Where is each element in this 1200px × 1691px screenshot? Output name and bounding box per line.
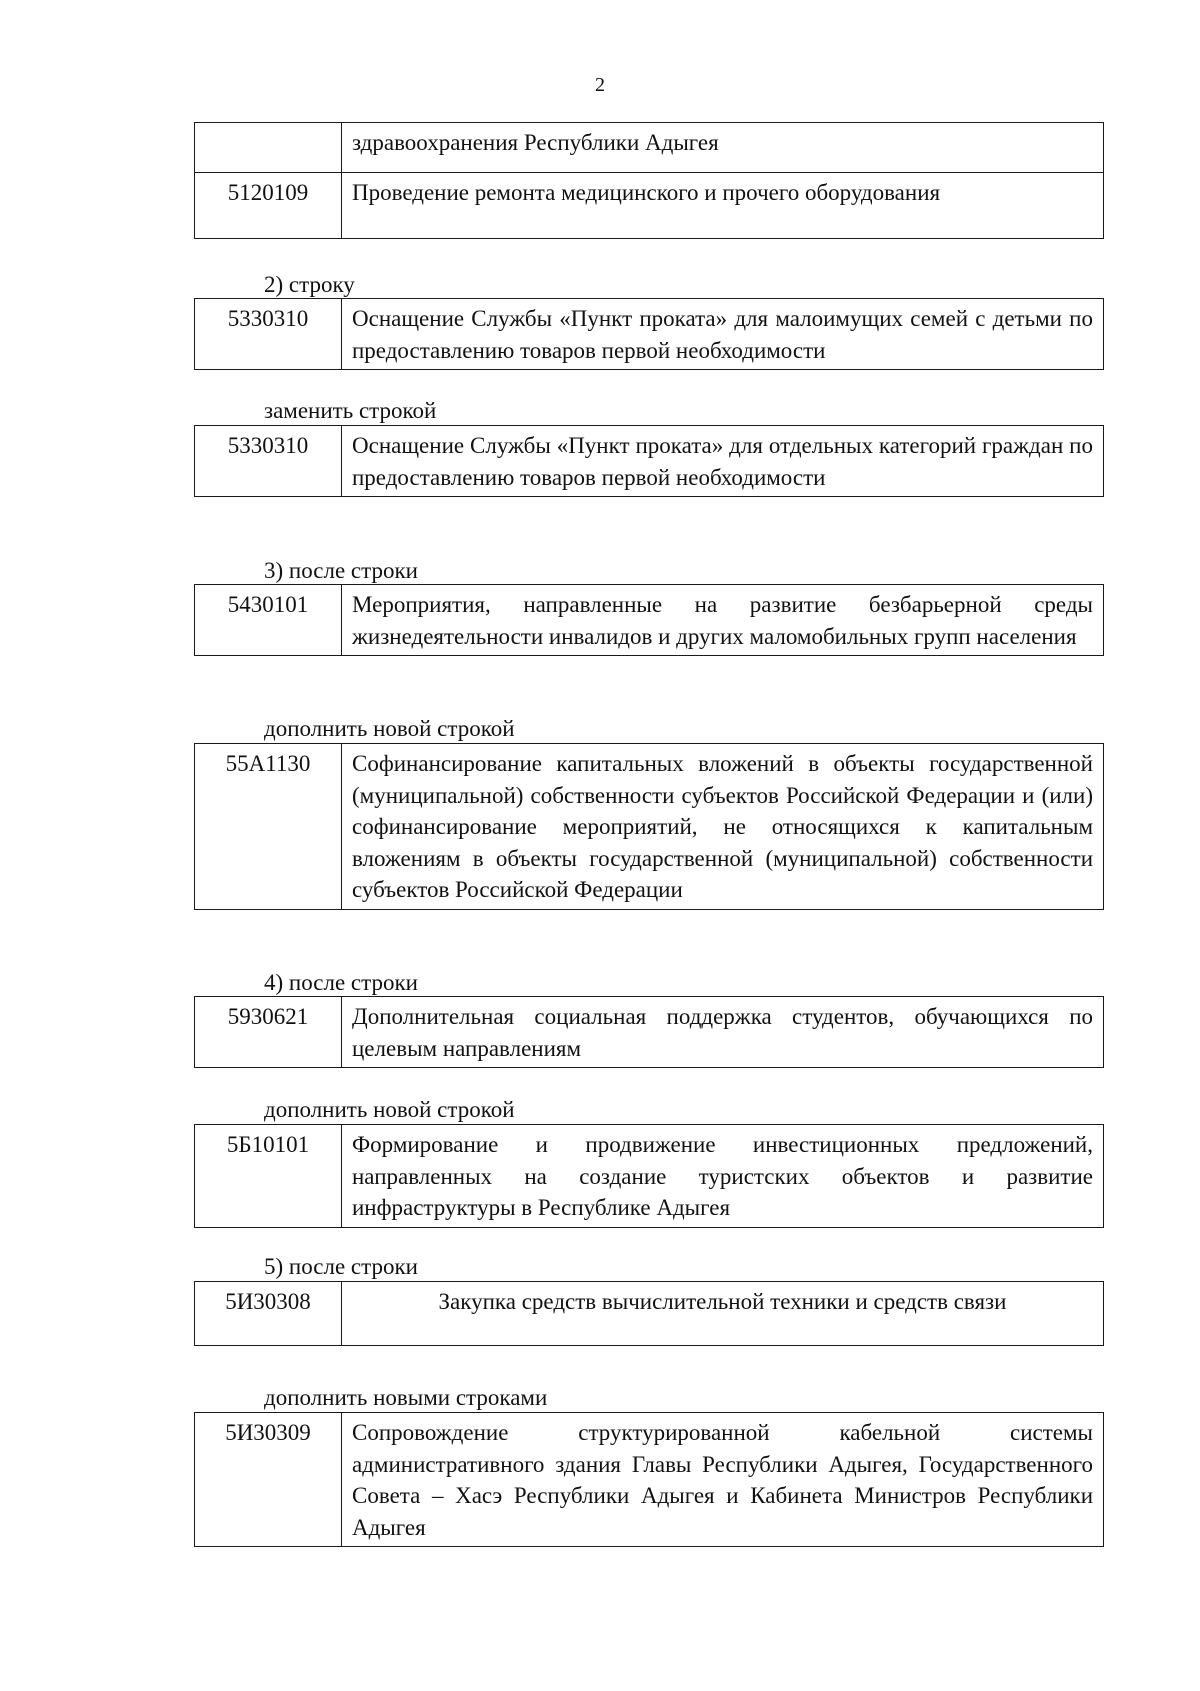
code-table — [194, 1281, 1104, 1346]
description-cell: Оснащение Службы «Пункт проката» для отдельных категорий граждан по предоставлению товаров первой необходимости — [342, 426, 1104, 497]
code-table — [194, 298, 1104, 370]
description-cell: Сопровождение структурированной кабельной системы административного здания Главы Республики Адыгея, Государственного Совета – Хасэ Республики Адыгея и Кабинета Министров Республики Адыгея — [342, 1413, 1104, 1547]
section-label: заменить строкой — [264, 398, 437, 423]
code-cell: 5И30308 — [195, 1282, 342, 1346]
section-label: дополнить новыми строками — [264, 1385, 548, 1410]
section-label: 3) после строки — [264, 558, 418, 583]
description-cell: Оснащение Службы «Пункт проката» для малоимущих семей с детьми по предоставлению товаров первой необходимости — [342, 299, 1104, 370]
code-table — [194, 425, 1104, 497]
description-cell: Закупка средств вычислительной техники и средств связи — [342, 1282, 1104, 1346]
code-cell: 5430101 — [195, 585, 342, 656]
table-row — [195, 299, 1104, 370]
description-cell: Проведение ремонта медицинского и прочего оборудования — [342, 173, 1104, 239]
description-cell: Мероприятия, направленные на развитие безбарьерной среды жизнедеятельности инвалидов и других маломобильных групп населения — [342, 585, 1104, 656]
code-cell: 55А1130 — [195, 744, 342, 910]
code-cell: 5330310 — [195, 299, 342, 370]
description-cell: Дополнительная социальная поддержка студентов, обучающихся по целевым направлениям — [342, 997, 1104, 1068]
code-cell: 5330310 — [195, 426, 342, 497]
code-table — [194, 1124, 1104, 1228]
code-table — [194, 743, 1104, 910]
code-cell — [195, 123, 342, 173]
code-cell: 5120109 — [195, 173, 342, 239]
table-row — [195, 123, 1104, 173]
code-table — [194, 584, 1104, 656]
table-row — [195, 1413, 1104, 1547]
section-label: дополнить новой строкой — [264, 716, 515, 741]
code-table-continuation — [194, 122, 1104, 239]
code-table — [194, 1412, 1104, 1547]
code-cell: 5930621 — [195, 997, 342, 1068]
description-cell: Софинансирование капитальных вложений в объекты государственной (муниципальной) собственности субъектов Российской Федерации и (или) софинансирование мероприятий, не относящихся к капитальным вложениям в объекты государственной (муниципальной) собственности субъектов Российской Федерации — [342, 744, 1104, 910]
table-row — [195, 744, 1104, 910]
page-number: 2 — [595, 74, 605, 96]
section-label: 2) строку — [264, 272, 355, 297]
description-cell: Формирование и продвижение инвестиционных предложений, направленных на создание туристских объектов и развитие инфраструктуры в Республике Адыгея — [342, 1125, 1104, 1228]
section-label: 4) после строки — [264, 970, 418, 995]
code-table — [194, 996, 1104, 1068]
section-label: дополнить новой строкой — [264, 1097, 515, 1122]
code-cell: 5Б10101 — [195, 1125, 342, 1228]
table-row — [195, 997, 1104, 1068]
section-label: 5) после строки — [264, 1254, 418, 1279]
table-row — [195, 173, 1104, 239]
code-cell: 5И30309 — [195, 1413, 342, 1547]
table-row — [195, 426, 1104, 497]
table-row — [195, 585, 1104, 656]
table-row — [195, 1282, 1104, 1346]
table-row — [195, 1125, 1104, 1228]
description-cell: здравоохранения Республики Адыгея — [342, 123, 1104, 173]
